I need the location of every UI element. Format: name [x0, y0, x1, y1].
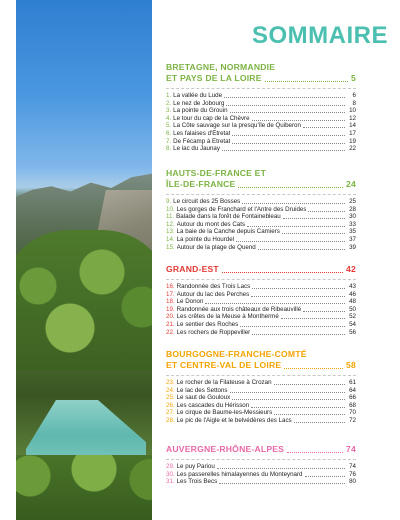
entry-title: La pointe du Grouin [173, 107, 228, 115]
toc-entry[interactable] [166, 145, 356, 153]
entry-page: 56 [349, 328, 356, 336]
section-heading [166, 444, 356, 455]
entry-title: De Fécamp à Étretat [173, 137, 231, 145]
entry-page: 64 [349, 386, 356, 394]
section-heading [166, 62, 356, 84]
entry-number: 14. [166, 235, 175, 243]
toc-entry[interactable] [166, 283, 356, 291]
entry-title: Le lac du Jaunay [173, 145, 220, 153]
leader-dots [308, 211, 345, 212]
leader-dots [240, 326, 345, 327]
toc-entry[interactable] [166, 228, 356, 236]
leader-dots [251, 296, 345, 297]
section-page: 74 [346, 444, 356, 454]
entry-title: Le nez de Jobourg [173, 99, 225, 107]
toc-entry[interactable] [166, 138, 356, 146]
leader-dots [252, 334, 345, 335]
toc-entry[interactable] [166, 115, 356, 123]
toc-entry[interactable] [166, 471, 356, 479]
entry-number: 3. [166, 107, 172, 115]
entry-page: 43 [349, 283, 356, 290]
toc-items [166, 198, 356, 251]
entry-title: La pointe du Hourdel [176, 235, 235, 243]
toc-entry[interactable] [166, 313, 356, 321]
entry-title: Randonnée aux trois châteaux de Ribeauvillé [176, 305, 302, 313]
toc-entry[interactable] [166, 130, 356, 138]
section-heading-line: BRETAGNE, NORMANDIE [166, 62, 276, 72]
entry-page: 74 [349, 463, 356, 470]
section-page: 58 [346, 360, 356, 370]
section-heading-line: HAUTS-DE-FRANCE ET [166, 168, 267, 178]
toc-entry[interactable] [166, 92, 356, 100]
entry-page: 76 [349, 470, 356, 478]
toc-entry[interactable] [166, 107, 356, 115]
entry-title: Le rocher de la Filateuse à Crozan [176, 379, 272, 386]
photo-forest [16, 230, 152, 370]
entry-page: 52 [349, 313, 356, 321]
leader-dots [282, 233, 345, 234]
section-heading-line: ÎLE-DE-FRANCE [166, 179, 236, 189]
entry-title: La baie de la Canche depuis Camiers [176, 228, 280, 236]
leader-dots [281, 318, 345, 319]
leader-dots [251, 407, 345, 408]
entry-page: 80 [349, 478, 356, 486]
toc-entry[interactable] [166, 122, 356, 130]
entry-number: 21. [166, 320, 175, 328]
entry-number: 16. [166, 283, 175, 290]
entry-title: Autour du lac des Perches [176, 290, 250, 298]
toc-entry[interactable] [166, 387, 356, 395]
leader-dots [224, 97, 345, 98]
entry-title: Le circuit des 25 Bosses [173, 198, 241, 205]
entry-title: La Côte sauvage sur la presqu'île de Quiberon [173, 122, 301, 130]
entry-page: 54 [349, 320, 356, 328]
entry-number: 31. [166, 478, 175, 486]
leader-dots [247, 226, 345, 227]
entry-title: Les cascades du Hérisson [176, 401, 250, 409]
entry-page: 35 [349, 228, 356, 236]
toc-entry[interactable] [166, 306, 356, 314]
entry-title: Randonnée des Trois Lacs [176, 283, 251, 290]
entry-page: 30 [349, 213, 356, 221]
leader-dots [274, 384, 345, 385]
leader-dots [252, 120, 345, 121]
entry-title: Balade dans la forêt de Fontainebleau [176, 213, 281, 221]
entry-title: La vallée du Lude [173, 92, 223, 99]
entry-title: Les rochers de Roppeviller [176, 328, 251, 336]
section-heading-line: GRAND-EST [166, 264, 219, 274]
leader-dots [222, 150, 345, 151]
entry-title: Les Trois Becs [176, 478, 218, 486]
section-page: 5 [351, 73, 356, 83]
entry-page: 68 [349, 401, 356, 409]
toc-entry[interactable] [166, 198, 356, 206]
entry-page: 50 [349, 305, 356, 313]
section-heading-line: ET CENTRE-VAL DE LOIRE [166, 360, 282, 370]
toc-items [166, 463, 356, 486]
entry-number: 15. [166, 243, 175, 251]
leader-dots [232, 143, 345, 144]
entry-number: 5. [166, 122, 172, 130]
entry-number: 17. [166, 290, 175, 298]
entry-number: 8. [166, 145, 172, 153]
leader-dots [230, 112, 345, 113]
leader-dots [258, 249, 345, 250]
entry-number: 20. [166, 313, 175, 321]
toc-section-bretagne [166, 62, 356, 153]
toc-section-hauts-de-france [166, 168, 356, 251]
toc-entry[interactable] [166, 409, 356, 417]
toc-section-grand-est [166, 264, 356, 336]
entry-number: 26. [166, 401, 175, 409]
table-of-contents [166, 0, 388, 520]
leader-dots [232, 135, 345, 136]
leader-dots [252, 288, 345, 289]
toc-entry[interactable] [166, 379, 356, 387]
entry-page: 61 [349, 379, 356, 386]
entry-title: Le cirque de Baume-les-Messieurs [176, 409, 273, 417]
section-heading-line: BOURGOGNE-FRANCHE-COMTÉ [166, 349, 307, 359]
entry-number: 19. [166, 305, 175, 313]
entry-number: 13. [166, 228, 175, 236]
leader-dots [217, 468, 345, 469]
leader-dots [303, 311, 345, 312]
toc-entry[interactable] [166, 206, 356, 214]
entry-number: 7. [166, 137, 172, 145]
entry-title: Les gorges de Franchard et l'Antre des Druides [176, 205, 307, 213]
leader-dots [232, 399, 345, 400]
toc-entry[interactable] [166, 221, 356, 229]
leader-dots [242, 203, 345, 204]
entry-page: 25 [349, 198, 356, 205]
entry-number: 10. [166, 205, 175, 213]
entry-page: 39 [349, 243, 356, 251]
entry-page: 28 [349, 205, 356, 213]
entry-title: Le pic de l'Aigle et le belvédères des Lacs [176, 416, 292, 424]
entry-page: 66 [349, 394, 356, 402]
entry-page: 22 [349, 145, 356, 153]
toc-entry[interactable] [166, 321, 356, 329]
leader-dots [205, 303, 345, 304]
entry-title: Le puy Pariou [176, 463, 215, 470]
section-page: 24 [346, 179, 356, 189]
entry-title: Autour du mont des Cats [176, 220, 246, 228]
entry-page: 19 [349, 137, 356, 145]
entry-title: Les passerelles himalayennes du Monteynard [176, 470, 303, 478]
toc-section-bourgogne [166, 349, 356, 425]
entry-title: Le sentier des Roches [176, 320, 239, 328]
entry-page: 37 [349, 235, 356, 243]
entry-number: 23. [166, 379, 175, 386]
entry-page: 14 [349, 122, 356, 130]
entry-page: 33 [349, 220, 356, 228]
entry-page: 10 [349, 107, 356, 115]
section-heading-line: ET PAYS DE LA LOIRE [166, 73, 262, 83]
toc-entry[interactable] [166, 329, 356, 337]
entry-title: Le tour du cap de la Chèvre [173, 114, 250, 122]
leader-dots [294, 422, 345, 423]
entry-number: 22. [166, 328, 175, 336]
toc-items [166, 379, 356, 425]
toc-entry[interactable] [166, 100, 356, 108]
leader-dots [219, 483, 345, 484]
toc-entry[interactable] [166, 291, 356, 299]
photo-foreground-trees [16, 455, 152, 520]
entry-number: 9. [166, 198, 172, 205]
entry-number: 11. [166, 213, 175, 221]
entry-number: 1. [166, 92, 172, 99]
entry-number: 18. [166, 298, 175, 306]
entry-number: 4. [166, 114, 172, 122]
entry-page: 70 [349, 409, 356, 417]
entry-number: 29. [166, 463, 175, 470]
entry-title: Le lac des Settons [176, 386, 228, 394]
entry-number: 30. [166, 470, 175, 478]
entry-page: 12 [349, 114, 356, 122]
leader-dots [236, 241, 345, 242]
toc-entry[interactable] [166, 244, 356, 252]
toc-entry[interactable] [166, 236, 356, 244]
entry-title: Les crêtes de la Meuse à Monthermé [176, 313, 279, 321]
toc-entry[interactable] [166, 402, 356, 410]
entry-page: 48 [349, 298, 356, 306]
entry-title: Autour de la plage de Quend [176, 243, 256, 251]
toc-entry[interactable] [166, 478, 356, 486]
entry-title: Le saut de Gouloux [176, 394, 231, 402]
entry-title: Le Donon [176, 298, 204, 306]
leader-dots [226, 105, 345, 106]
entry-title: Les falaises d'Étretat [173, 129, 231, 137]
entry-page: 72 [349, 416, 356, 424]
entry-number: 25. [166, 394, 175, 402]
entry-page: 6 [352, 92, 356, 99]
toc-items [166, 92, 356, 153]
section-heading [166, 264, 356, 275]
entry-number: 12. [166, 220, 175, 228]
entry-page: 46 [349, 290, 356, 298]
section-page: 42 [346, 264, 356, 274]
entry-number: 2. [166, 99, 172, 107]
entry-number: 6. [166, 129, 172, 137]
leader-dots [230, 392, 345, 393]
toc-section-auvergne [166, 444, 356, 486]
entry-number: 27. [166, 409, 175, 417]
toc-entry[interactable] [166, 417, 356, 425]
entry-number: 24. [166, 386, 175, 394]
toc-entry[interactable] [166, 298, 356, 306]
section-heading-line: AUVERGNE-RHÔNE-ALPES [166, 444, 285, 454]
leader-dots [305, 476, 346, 477]
entry-page: 17 [349, 129, 356, 137]
toc-entry[interactable] [166, 394, 356, 402]
page-title: SOMMAIRE [252, 22, 388, 49]
section-heading [166, 168, 356, 190]
entry-number: 28. [166, 416, 175, 424]
toc-entry[interactable] [166, 463, 356, 471]
entry-page: 8 [352, 99, 356, 107]
leader-dots [303, 127, 345, 128]
toc-entry[interactable] [166, 213, 356, 221]
cover-photo [16, 0, 152, 520]
section-heading [166, 349, 356, 371]
leader-dots [283, 218, 345, 219]
leader-dots [274, 414, 345, 415]
toc-items [166, 283, 356, 336]
